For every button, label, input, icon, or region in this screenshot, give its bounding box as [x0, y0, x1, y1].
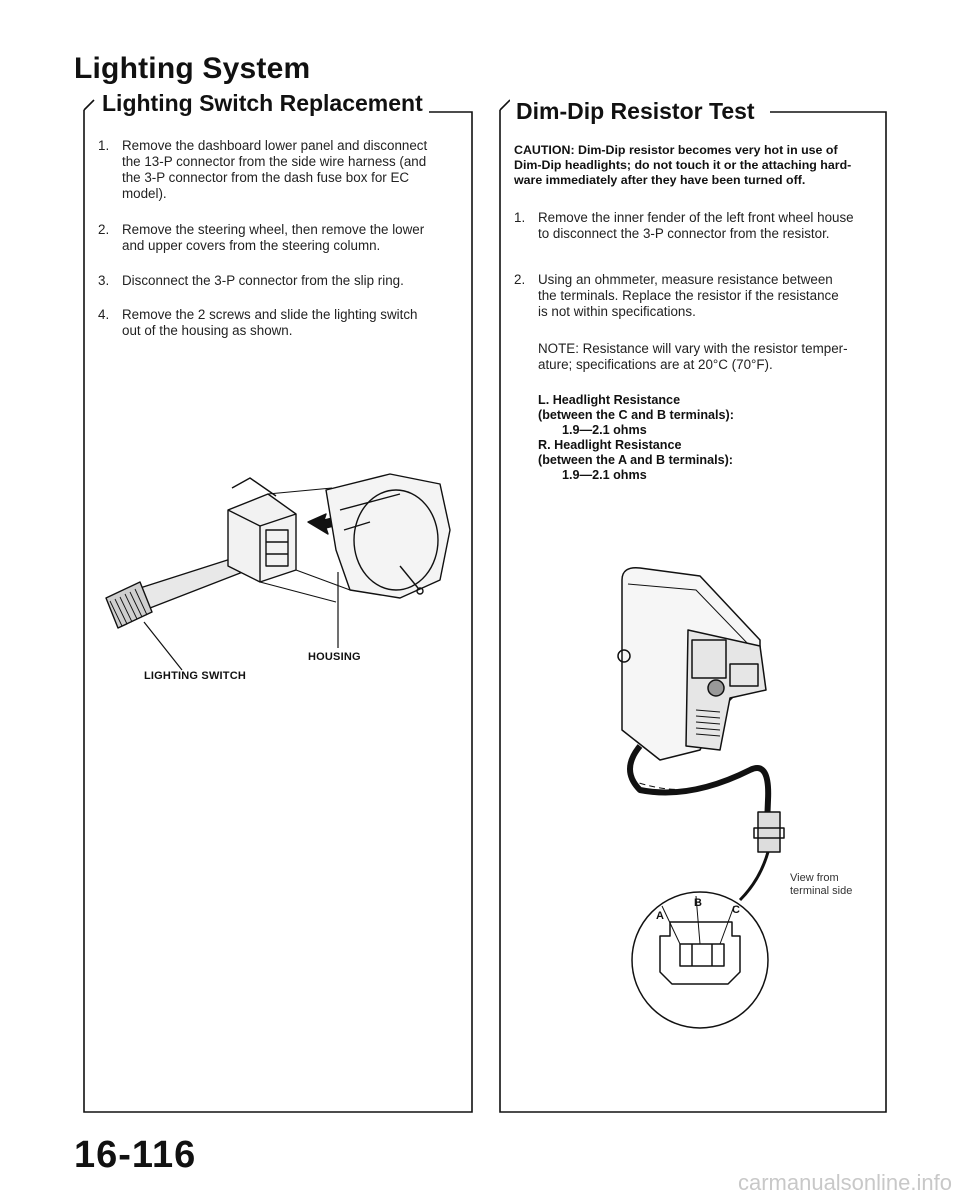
housing-label: HOUSING: [308, 651, 361, 663]
caution-line: CAUTION: Dim-Dip resistor becomes very hot in use of: [514, 143, 838, 157]
step-number: 2.: [514, 272, 526, 287]
lighting-switch-heading: Lighting Switch Replacement: [96, 90, 429, 117]
spec-sub: (between the A and B terminals):: [538, 453, 733, 467]
terminal-a-label: A: [656, 910, 665, 922]
watermark: carmanualsonline.info: [737, 1170, 952, 1195]
caution-text: [514, 143, 886, 188]
dim-dip-heading: Dim-Dip Resistor Test: [510, 98, 761, 125]
spec-sub: (between the C and B terminals):: [538, 408, 734, 422]
step-line: Remove the 2 screws and slide the lighting switch: [122, 307, 418, 322]
step-number: 3.: [98, 273, 110, 288]
left-step-3: [98, 273, 468, 291]
lighting-switch-illustration: [100, 470, 460, 690]
step-number: 1.: [98, 138, 110, 153]
step-line: Remove the steering wheel, then remove the lower: [122, 222, 425, 237]
step-line: and upper covers from the steering column.: [122, 238, 381, 253]
step-number: 4.: [98, 307, 110, 322]
step-line: out of the housing as shown.: [122, 323, 293, 338]
resistance-specs: [538, 393, 878, 483]
caution-line: ware immediately after they have been turned off.: [514, 173, 806, 187]
step-number: 2.: [98, 222, 110, 237]
note-line: NOTE: Resistance will vary with the resistor temper-: [538, 341, 848, 356]
step-line: Remove the inner fender of the left front wheel house: [538, 210, 854, 225]
step-line: Disconnect the 3-P connector from the slip ring.: [122, 273, 404, 288]
left-step-2: [98, 222, 468, 256]
step-line: Using an ohmmeter, measure resistance between: [538, 272, 833, 287]
page-number: 16-116: [74, 1134, 197, 1176]
left-step-4: [98, 307, 468, 341]
caption-line: terminal side: [790, 885, 853, 897]
caution-line: Dim-Dip headlights; do not touch it or the attaching hard-: [514, 158, 852, 172]
step-line: the 3-P connector from the dash fuse box for EC: [122, 170, 410, 185]
note-line: ature; specifications are at 20°C (70°F).: [538, 357, 773, 372]
step-line: Remove the dashboard lower panel and disconnect: [122, 138, 428, 153]
resistor-illustration: [600, 560, 840, 1040]
step-line: the terminals. Replace the resistor if the resistance: [538, 288, 839, 303]
spec-title: R. Headlight Resistance: [538, 438, 682, 452]
step-number: 1.: [514, 210, 526, 225]
step-line: to disconnect the 3-P connector from the resistor.: [538, 226, 830, 241]
caption-line: View from: [790, 872, 839, 884]
spec-value: 1.9—2.1 ohms: [562, 423, 647, 437]
step-line: is not within specifications.: [538, 304, 696, 319]
lighting-switch-label: LIGHTING SWITCH: [144, 670, 246, 682]
step-line: the 13-P connector from the side wire harness (and: [122, 154, 427, 169]
note-text: [538, 341, 888, 373]
view-from-caption: [790, 872, 852, 898]
right-step-1: [514, 210, 886, 244]
page-title: Lighting System: [74, 52, 311, 85]
terminal-c-label: C: [732, 904, 741, 916]
step-line: model).: [122, 186, 167, 201]
spec-title: L. Headlight Resistance: [538, 393, 681, 407]
right-step-2: [514, 272, 886, 322]
left-step-1: [98, 138, 468, 204]
terminal-b-label: B: [694, 897, 703, 909]
spec-value: 1.9—2.1 ohms: [562, 468, 647, 482]
